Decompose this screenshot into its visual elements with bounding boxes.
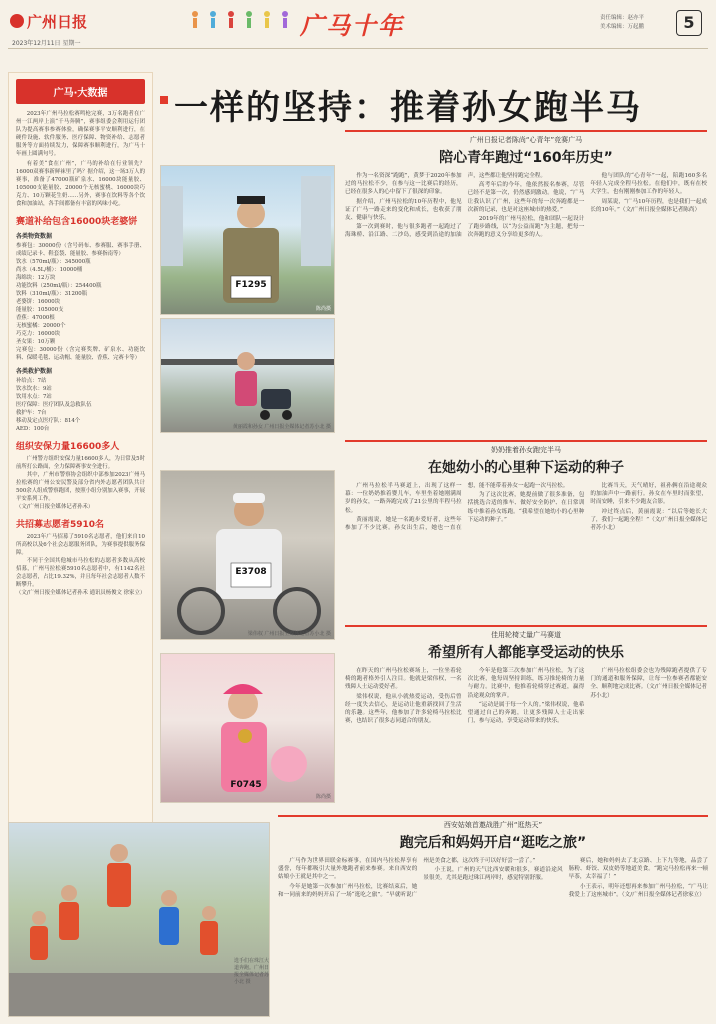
list-item: AED：100台 [16, 426, 50, 432]
list-item: 饮水饮水：9站 [16, 386, 52, 392]
paragraph: 小王说，广州的天气比西安暖和很多，赛道沿途风景很美，尤其是跑过珠江两岸时，感觉特别舒服。 [423, 867, 563, 882]
story3-kicker: 佳用轮椅丈量广马赛道 [491, 631, 561, 639]
list-item: 香蕉：47000根 [16, 315, 55, 321]
bib-number: F0745 [230, 780, 262, 790]
paragraph: 作为一名资深“跑跑”，黄梦于2020年参加过的马拉松不少，在参与这一比赛后的经历，已经在很多人的心中留下了很深的印象。 [345, 173, 462, 196]
sidebar-section1-title: 赛道补给包含16000块老婆饼 [16, 217, 138, 227]
photo-caption: 黄丽霞和孙女 广州日报全媒体记者苏小北 摄 [232, 424, 331, 430]
logo-icon [10, 14, 24, 28]
story3-top-rule [345, 625, 707, 627]
paragraph: 高考年后的今年，他依然报名参赛，尽管已经不是第一次，仍然感到激动。他说，“广马让我认识了广州，这些年的每一次奔跑都是一次新的记录，也是对这座城市的热爱。” [467, 182, 585, 213]
photo-race-crowd [8, 822, 270, 1017]
list-item: 医疗保障：医疗团队及急救队伍 [16, 402, 92, 408]
photo-wheelchair-runner [160, 470, 335, 640]
paragraph: 小王表示，明年还想再来参加广州马拉松，“广马让我爱上了这座城市”。（文/广州日报全媒体记者徐家立） [568, 883, 708, 898]
paragraph: 今年是他第三次参加广州马拉松，为了这次比赛，他每周坚持训练，练习推轮椅的力量与耐力。比赛中，他推着轮椅穿过赛道，赢得沿途观众的掌声。 [467, 668, 585, 699]
paragraph: 比赛当天，天气晴好，祖孙俩在沿途观众的加油声中一路前行。孙女在车里时而张望，时而安睡，引来不少跑友合影。 [590, 483, 707, 506]
bib-number: F1295 [235, 280, 267, 290]
sidebar-header-text: 广马·大数据 [53, 88, 108, 99]
section-banner: 广马十年 [300, 12, 404, 40]
photo-caption: 陈尚摄 [315, 306, 331, 312]
sidebar-section3-text-1: 广州警方组织安保力量16600多人，为日常及5时前所打公路面，全力保障赛事安全进行。 [16, 456, 145, 470]
paragraph: 第一次到赛时，他与很多跑者一起跑过了海珠桥、沿江路、二沙岛，感受到沿途的加油声，这些都让他坚持跑完全程。 [345, 173, 546, 239]
masthead [0, 0, 716, 58]
story4-top-rule [278, 815, 708, 817]
photo-caption: 陈尚摄 [315, 794, 331, 800]
runners-decoration [185, 8, 305, 36]
bib-number: E3708 [235, 567, 267, 577]
sidebar-intro-2: 有着美“食在广州”，广马的补给在行业领先？16000双赛事新鲜袜里了吗？据介绍，这一场3万人的赛事，准备了47000瓶矿泉水、16000块能量胶、105000支能量胶、20000个无核蜜桃、16000块巧克力、10万颗花生奶……另外，赛事在饮料等各个饮食和加油站，各手间都备有丰富的风味小吃。 [16, 161, 145, 207]
sidebar-section4-credit: （文/广州日报全媒体记者孙禾 通讯员杨俊文 徐家立） [16, 590, 146, 596]
list-item: 饮水（570ml/瓶）：345000瓶 [16, 259, 91, 265]
list-item: 完赛包：30000份（含完赛奖牌、矿泉水、功能饮料、保暖毛毯、运动帽、能量胶、香蕉、完赛卡等） [16, 347, 145, 361]
sidebar-section4-title: 共招募志愿者5910名 [16, 520, 105, 530]
paragraph: 广马作为世界田联金标赛事，在国内马拉松界享有盛誉，每年都吸引大量外地跑者前来参赛。来自西安的姑娘小王就是其中之一。 [278, 858, 418, 881]
list-item: 能量胶：105000支 [16, 307, 64, 313]
paragraph: 黄丽霞说，她是一名跑步爱好者，这些年参加了不少比赛。孙女出生后，她也一直在想，能不能带着孙女一起跑一次马拉松。 [345, 483, 569, 532]
masthead-rule [8, 48, 708, 49]
list-item: 圣女果：10万颗 [16, 339, 56, 345]
list-item: 海绵块：12万块 [16, 275, 56, 281]
story4 [278, 815, 708, 1018]
paragraph: 2019年的广州马拉松，他和团队一起设计了跑步路线，以“为公益而跑”为主题，把每一次奔跑的意义分享给更多的人。 [467, 216, 585, 239]
newspaper-logo [10, 10, 98, 32]
paragraph: 梁伟权说，他从小就热爱运动，受伤后曾经一度失去信心，是运动让他重新找回了生活的乐趣。这些年，他参加了许多轮椅马拉松比赛，也结识了很多志同道合的朋友。 [345, 693, 462, 725]
story3-body [345, 667, 707, 812]
story4-title: 跑完后和妈妈开启“逛吃之旅” [399, 835, 587, 851]
list-item: 巧克力：16000块 [16, 331, 61, 337]
list-item: 无核蜜橘：20000个 [16, 323, 66, 329]
logo-text: 广州日报 [27, 12, 88, 31]
list-item: 饮料（310ml/瓶）：31200瓶 [16, 291, 88, 297]
list-item: 饮用水点：7站 [16, 394, 52, 400]
story2-kicker: 奶奶推着孙女跑完半马 [491, 446, 561, 454]
date-line: 2023年12月11日 星期一 [12, 40, 81, 47]
main-headline-area [160, 78, 708, 128]
paragraph: 周某说，“广马10年历程，也是我们一起成长的10年。”（文/广州日报全媒体记者陈尚） [590, 198, 707, 213]
sidebar-section3-title: 组织安保力量16600多人 [16, 442, 120, 452]
paragraph: 为了这次比赛，她提前做了很多准备，包括挑选合适的推车、做好安全防护、在日常训练中推着孙女练跑。“我希望在她幼小的心里种下运动的种子。” [467, 492, 585, 523]
editor-line: 责任编辑：赵亦平 [600, 15, 645, 21]
list-item: 救护车：7台 [16, 410, 47, 416]
paragraph: 冲过终点后，黄丽霞说：“以后等她长大了，我们一起跑全程！”（文/广州日报全媒体记者苏小北） [590, 508, 707, 532]
runner-illustration-5 [9, 823, 270, 1017]
paragraph: 他与团队的“心青年”一起，陪跑160多名年轻人完成全程马拉松。在他们中，既有在校大学生，也有刚刚参加工作的年轻人。 [590, 173, 707, 196]
story2-top-rule [345, 440, 707, 442]
medical-list [16, 377, 145, 433]
photo-caption-crowd: 选手们在珠江大道奔跑。广州日报全媒体记者苏小北 摄 [234, 958, 270, 985]
paragraph: 广州马拉松半马赛道上，出现了这样一幕：一位奶奶推着婴儿车，车里坐着她刚满周岁的孙女，一路奔跑完成了21公里的半程马拉松。 [345, 483, 462, 514]
story2-body [345, 482, 707, 622]
editors [600, 14, 644, 32]
headline-accent [160, 96, 168, 104]
sidebar-section2-subtitle: 各类救护数据 [16, 368, 53, 375]
story4-body [278, 857, 708, 1020]
sidebar-header [16, 79, 145, 104]
paragraph: 今年是她第一次参加广州马拉松，比赛结束后，她和一同前来的妈妈开启了一场“逛吃之旅”。“早就听说广州是美食之都，这次终于可以好好尝一尝了。” [278, 858, 536, 898]
story3 [345, 625, 707, 810]
sidebar-section4-text-2: 不同于全国其他城市马拉松的志愿者多数从高校招募，广州马拉松赛5910名志愿者中，有1142名社会志愿者，占比19.32%，并且每年社会志愿者人数不断攀升。 [16, 558, 145, 588]
story2-title: 在她幼小的心里种下运动的种子 [428, 460, 624, 476]
paragraph: 赛后，她和妈妈去了北京路、上下九等地，品尝了肠粉、虾饺、双皮奶等地道美食。“跑完马拉松再来一顿早茶，太幸福了！” [568, 858, 708, 881]
list-item: 尚水（4.5L/桶）：10000桶 [16, 267, 83, 273]
sidebar-section1-subtitle: 各类物资数据 [16, 233, 53, 240]
list-item: 功能饮料（250ml/瓶）：254400瓶 [16, 283, 102, 289]
paragraph: 广州马拉松组委会也为残障跑者提供了专门的通道和服务保障，让每一位参赛者都能安全、顺利地完成比赛。（文/广州日报全媒体记者苏小北） [590, 668, 707, 699]
photo-caption: 梁伟权 广州日报全媒体记者苏小北 摄 [247, 631, 331, 637]
story1-top-rule [345, 130, 707, 132]
paragraph: 据介绍，广州马拉松的10年历程中，他见证了广马一路走来的变化和成长，也收获了朋友、健康与快乐。 [345, 198, 462, 222]
sidebar-section3-credit: （文/广州日报全媒体记者孙禾） [16, 504, 94, 510]
main-headline: 一样的坚持：推着孙女跑半马 [174, 88, 642, 128]
list-item: 老婆饼：16000块 [16, 299, 61, 305]
photo-medal-girl [160, 653, 335, 803]
sidebar-section3-text-2: 其中，广州市警察协会组织中部参加2023广州马拉松赛的广州公安民警及部分省内外志愿者团队共计500余人组成警察跑团，按照小组分别加入赛事，开展平安系列工作。 [16, 472, 145, 502]
story2 [345, 440, 707, 620]
paragraph: “运动是属于每一个人的。”梁伟权说，他希望通过自己的奔跑，让更多残障人士走出家门，参与运动，享受运动带来的快乐。 [467, 701, 585, 725]
photo-runner-bib [160, 165, 335, 315]
paragraph: 在昨天的广州马拉松赛场上，一位坐着轮椅的跑者格外引人注目。他就是梁伟权，一名残障人士运动爱好者。 [345, 668, 462, 691]
photo-grandma-stroller [160, 318, 335, 433]
story3-title: 希望所有人都能享受运动的快乐 [428, 645, 624, 661]
list-item: 参赛包：30000份（含号码布、参赛服、赛事手册、成绩记录卡、鞋套袋、能量胶、参赛指南等） [16, 243, 145, 257]
story1-kicker: 广州日报记者陈尚“心青年”竞赛广马 [469, 136, 583, 144]
story1 [345, 130, 707, 435]
story1-title: 陪心青年跑过“160年历史” [439, 150, 613, 166]
editor-line: 美术编辑：万起鹏 [600, 24, 645, 30]
list-item: 补给点：7站 [16, 378, 47, 384]
supply-list [16, 242, 145, 362]
runner-illustration-1 [161, 166, 335, 315]
sidebar-section4-text-1: 2023年广马招募了5910名志愿者，他们来自10所高校以及6个社会志愿服务团队，为赛事提供服务保障。 [16, 534, 145, 556]
page-number: 5 [676, 10, 702, 36]
list-item: 移动及定点医疗队：814个 [16, 418, 81, 424]
runner-illustration-2 [161, 319, 335, 433]
runner-illustration-3 [161, 471, 335, 640]
sidebar-intro-1: 2023年广州马拉松赛鸣枪完赛，3万名跑者在广州一江两岸上演“千马奔腾”，赛事组委会利用运行团队为提高赛事参赛体验，确保赛事平安顺利进行，在硬件设施、软件服务、医疗保障、物资补给、志愿者服务等方面持续发力，保障赛事顺利进行，为广马十年画上圆满句号。 [16, 111, 145, 157]
story4-kicker: 西安姑娘首邀战胜广州“逛热天” [443, 821, 543, 829]
story1-body [345, 172, 707, 427]
